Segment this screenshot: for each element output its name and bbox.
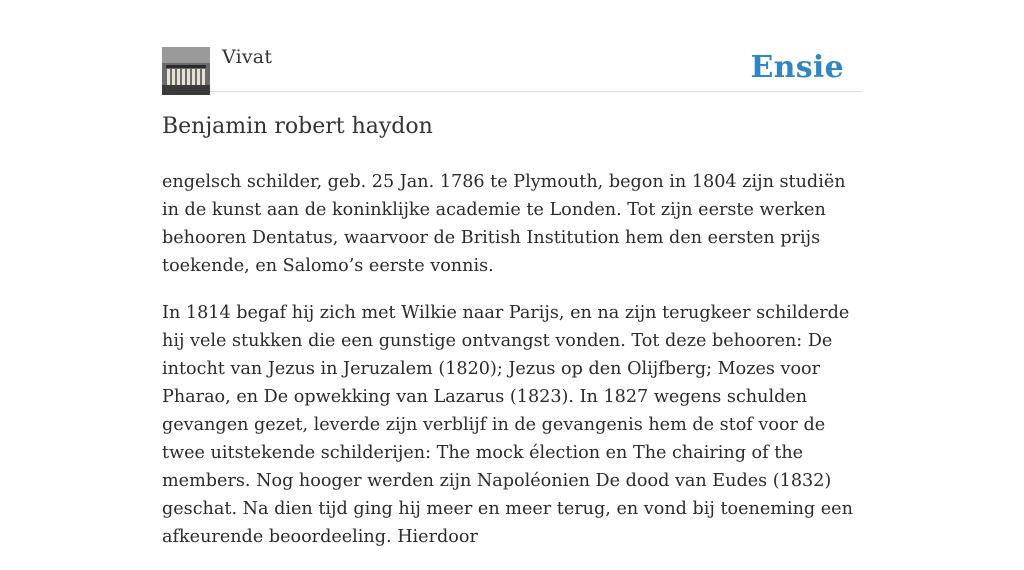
article-paragraph: engelsch schilder, geb. 25 Jan. 1786 te Plymouth, begon in 1804 zijn studiën in de kunst aan de koninklijke academie te Londen. Tot zijn eerste werken behooren Dentatus, waarvoor de British Institution hem den eersten prijs toekende, en Salomo’s eerste vonnis. [162, 172, 846, 276]
article-title: Benjamin robert haydon [162, 114, 433, 139]
article-body [162, 168, 862, 570]
author-avatar[interactable] [162, 47, 210, 95]
brand-logo[interactable]: Ensie [750, 50, 844, 85]
typewriter-keys-icon [162, 47, 210, 95]
author-name[interactable]: Vivat [222, 46, 273, 68]
article-paragraph: In 1814 begaf hij zich met Wilkie naar Parijs, en na zijn terugkeer schilderde hij vele stukken die een gunstige ontvangst vonden. Tot deze behooren: De intocht van Jezus in Jeruzalem (1820); Jezus op den Olijfberg; Mozes voor Pharao, en De opwekking van Lazarus (1823). In 1827 wegens schulden gevangen gezet, leverde zijn verblijf in de gevangenis hem de stof voor de twee uitstekende schilderijen: The mock élection en The chairing of the members. Nog hooger werden zijn Napoléonien De dood van Eudes (1832) geschat. Na dien tijd ging hij meer en meer terug, en vond bij toeneming een afkeurende beoordeeling. Hierdoor [162, 303, 853, 547]
header [162, 44, 862, 92]
